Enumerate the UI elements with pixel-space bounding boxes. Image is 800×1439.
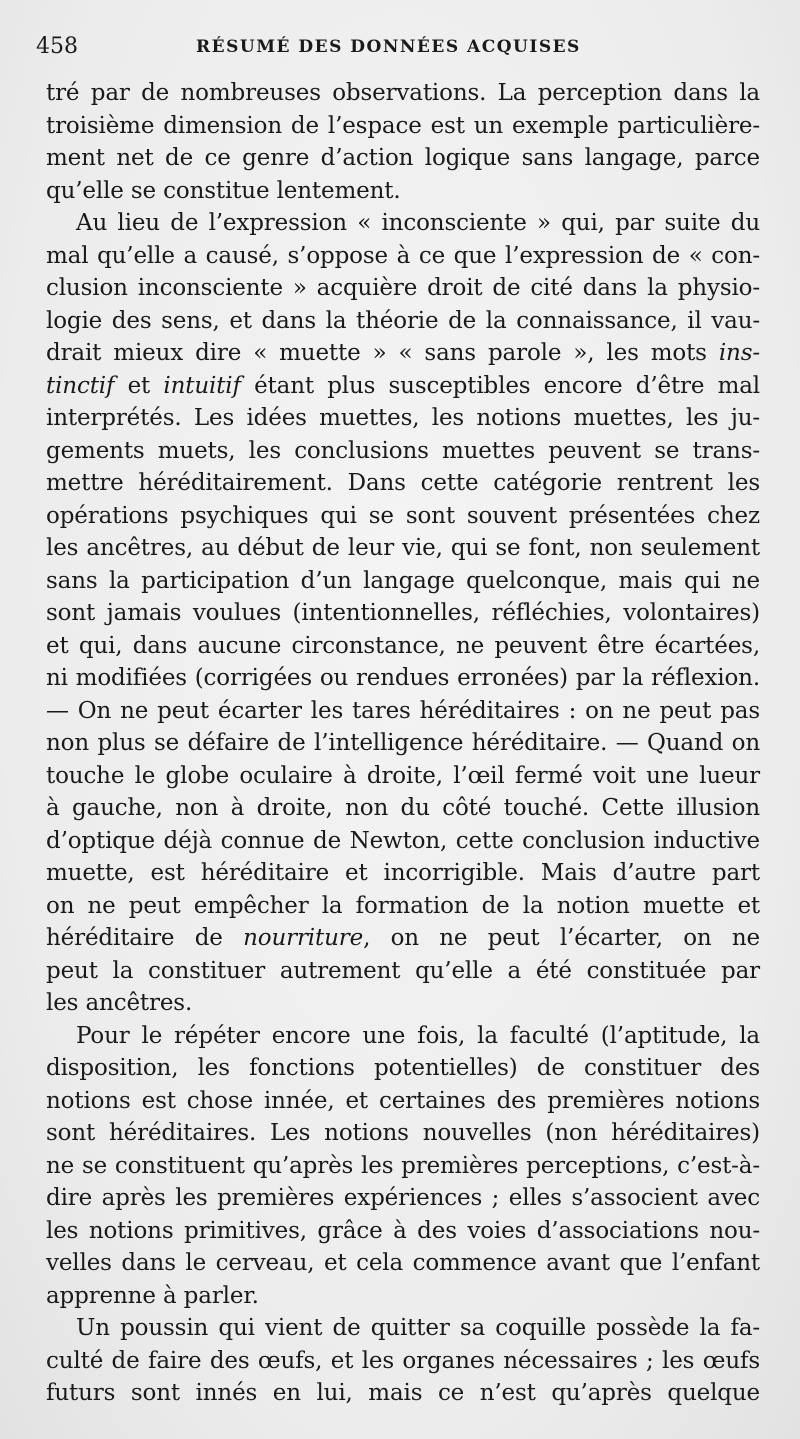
text-line: dire après les premières expériences ; elles s’associent avec [46,1185,760,1211]
italic-word: ins- [718,340,760,366]
text-line: les notions primitives, grâce à des voies d’associations nou- [46,1217,760,1244]
text-line: troisième dimension de l’espace est un exemple particulière- [46,112,760,139]
text-line: — On ne peut écarter les tares héréditaires : on ne peut pas [46,697,760,724]
text-line: mettre héréditairement. Dans cette catégorie rentrent les [46,470,760,496]
text-line: Pour le répéter encore une fois, la faculté (l’aptitude, la [76,1022,760,1049]
text-line: Un poussin qui vient de quitter sa coquille possède la fa- [76,1315,760,1341]
text-line: peut la constituer autrement qu’elle a été constituée par [46,957,760,984]
text-line: velles dans le cerveau, et cela commence avant que l’enfant [46,1250,760,1276]
text-line: clusion inconsciente » acquière droit de cité dans la physio- [46,275,760,301]
text-line: ne se constituent qu’après les premières perceptions, c’est-à- [46,1152,760,1179]
text-line: non plus se défaire de l’intelligence héréditaire. — Quand on [46,730,760,756]
page-header [36,34,760,64]
text-line: qu’elle se constitue lentement. [46,177,401,204]
italic-word: nourriture [243,925,364,951]
text-line: on ne peut empêcher la formation de la notion muette et [46,892,760,919]
text-line: et qui, dans aucune circonstance, ne peuvent être écartées, [46,632,760,659]
text-line: mal qu’elle a causé, s’oppose à ce que l’expression de « con- [46,242,760,269]
text-segment: et [114,372,164,399]
italic-word: intuitif [163,372,241,399]
text-line [46,922,760,955]
text-line: d’optique déjà connue de Newton, cette conclusion inductive [46,827,760,854]
text-line: touche le globe oculaire à droite, l’œil fermé voit une lueur [46,762,760,789]
text-line: opérations psychiques qui se sont souvent présentées chez [46,502,760,529]
text-line: sans la participation d’un langage quelconque, mais qui ne [46,567,760,594]
text-line: logie des sens, et dans la théorie de la connaissance, il vau- [46,307,760,334]
body-text [46,77,760,1410]
text-segment: héréditaire de [46,925,244,951]
text-line: culté de faire des œufs, et les organes nécessaires ; les œufs [46,1347,760,1374]
text-line: ment net de ce genre d’action logique sans langage, parce [46,145,760,171]
text-line: sont héréditaires. Les notions nouvelles (non héréditaires) [46,1120,760,1146]
text-segment: , on ne peut l’écarter, on ne [363,925,761,951]
text-line: interprétés. Les idées muettes, les notions muettes, les ju- [46,405,760,431]
text-segment: étant plus susceptibles encore d’être mal [240,372,760,399]
text-line [46,370,760,403]
text-line: notions est chose innée, et certaines des premières notions [46,1087,760,1114]
text-line: futurs sont innés en lui, mais ce n’est qu’après quelque [46,1380,760,1406]
running-head: RÉSUMÉ DES DONNÉES ACQUISES [196,37,581,57]
text-line: muette, est héréditaire et incorrigible. Mais d’autre part [46,860,760,886]
text-line: ni modifiées (corrigées ou rendues erronées) par la réflexion. [46,665,760,691]
italic-word: tinctif [46,372,115,399]
text-line: disposition, les fonctions potentielles) de constituer des [46,1055,760,1081]
text-line: apprenne à parler. [46,1282,259,1309]
text-line [46,337,760,370]
page-number: 458 [36,34,78,59]
text-line: à gauche, non à droite, non du côté touché. Cette illusion [46,795,760,821]
text-line: gements muets, les conclusions muettes peuvent se trans- [46,437,760,464]
text-line: les ancêtres, au début de leur vie, qui se font, non seulement [46,535,760,561]
text-segment: drait mieux dire « muette » « sans parole », les mots [46,340,719,366]
text-line: Au lieu de l’expression « inconsciente » qui, par suite du [76,210,760,236]
text-line: les ancêtres. [46,990,193,1016]
text-line: tré par de nombreuses observations. La perception dans la [46,80,760,106]
text-line: sont jamais voulues (intentionnelles, réfléchies, volontaires) [46,600,760,626]
